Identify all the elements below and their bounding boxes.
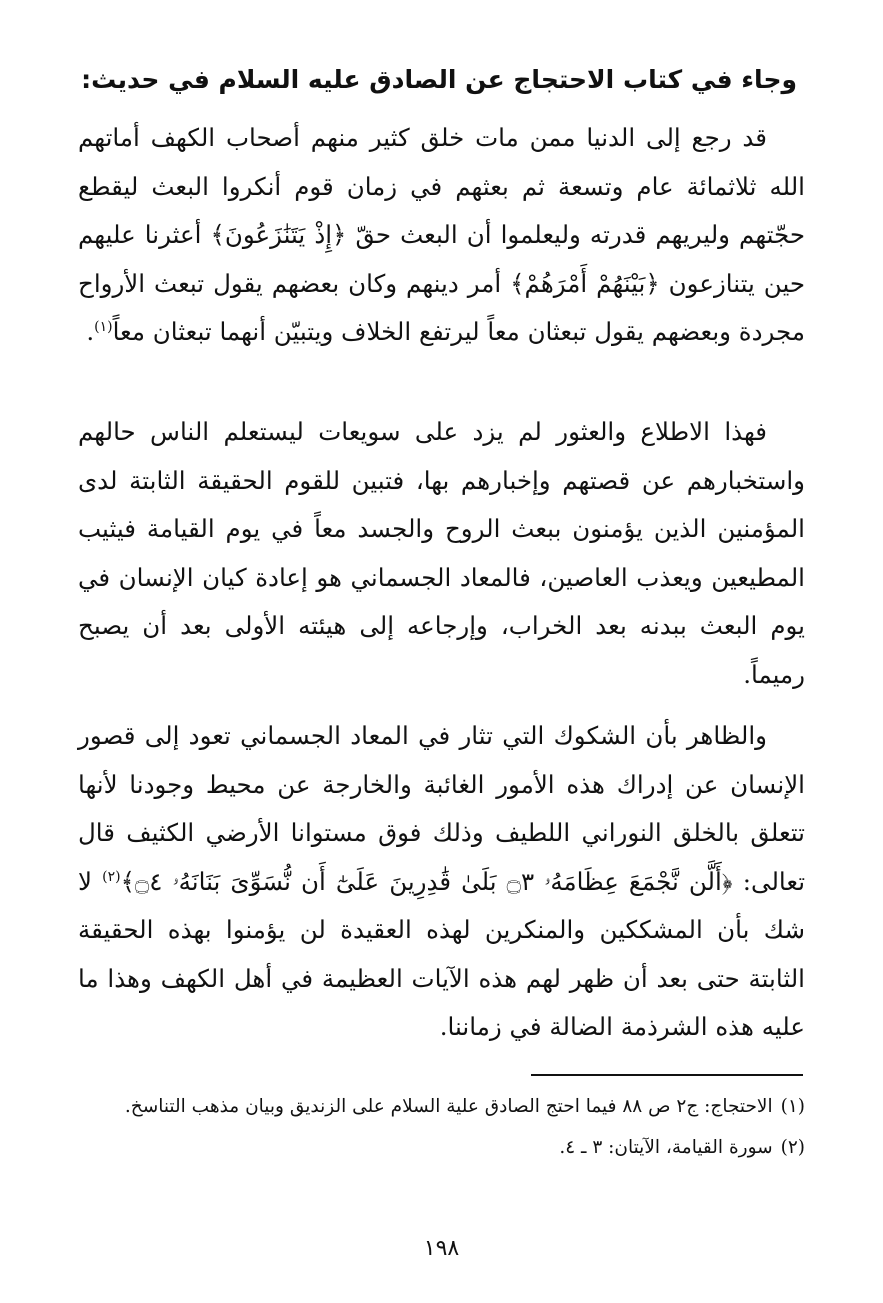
footnote-2-text: سورة القيامة، الآيتان: ٣ ـ ٤. <box>559 1137 773 1158</box>
footnote-divider <box>531 1074 803 1076</box>
paragraph-1-text-d: . <box>86 317 95 346</box>
footnote-ref-2: (٢) <box>102 868 121 885</box>
section-heading: وجاء في كتاب الاحتجاج عن الصادق عليه السلام في حديث: <box>81 65 797 94</box>
paragraph-2-text: فهذا الاطلاع والعثور لم يزد على سويعات ليستعلم الناس حالهم واستخبارهم عن قصتهم وإخبارهم بها، فتبين للقوم الحقيقة الثابتة لدى المؤمنين الذين يؤمنون ببعث الروح والجسد معاً في يوم القيامة فيثيب المطيعين ويعذب العاصين، فالمعاد الجسماني هو إعادة كيان الإنسان في يوم البعث ببدنه بعد الخراب، وإرجاعه إلى هيئته الأولى بعد أن يصبح رميماً. <box>78 417 805 689</box>
quran-quote-3: ﴿أَلَّن نَّجْمَعَ عِظَامَهُۥ ۝٣ بَلَىٰ قَٰدِرِينَ عَلَىٰٓ أَن نُّسَوِّىَ بَنَانَهُۥ ۝٤﴾ <box>120 866 733 896</box>
paragraph-3 <box>78 712 805 1052</box>
paragraph-1-text-b: أعثرنا عليهم حين يتنازعون <box>78 220 805 298</box>
paragraph-1-text-a: قد رجع إلى الدنيا ممن مات خلق كثير منهم أصحاب الكهف أماتهم الله ثلاثمائة عام وتسعة ثم بعثهم في زمان قوم أنكروا البعث ليقطع حجّتهم وليريهم قدرته وليعلموا أن البعث حقّ <box>78 123 806 249</box>
footnote-1-number: (١) <box>780 1096 805 1117</box>
quran-quote-2: ﴿بَيْنَهُمْ أَمْرَهُمْ﴾ <box>510 268 660 298</box>
paragraph-1 <box>78 114 805 357</box>
quran-quote-1: ﴿إِذْ يَتَنَٰزَعُونَ﴾ <box>210 220 347 249</box>
footnote-2 <box>78 1131 805 1164</box>
page-number: ١٩٨ <box>423 1236 460 1261</box>
paragraph-3-text-a: والظاهر بأن الشكوك التي تثار في المعاد الجسماني تعود إلى قصور الإنسان عن إدراك هذه الأمور الغائبة والخارجة عن محيط وجودنا لأنها تتعلق بالخلق النوراني اللطيف وذلك فوق مستوانا الأرضي الكثيف قال تعالى: <box>78 721 806 896</box>
paragraph-2 <box>78 408 805 699</box>
paragraph-3-text-b: لا شك بأن المشككين والمنكرين لهذه العقيدة لن يؤمنوا بهذه الحقيقة الثابتة حتى بعد أن ظهر لهم هذه الآيات العظيمة في أهل الكهف وهذا ما عليه هذه الشرذمة الضالة في زماننا. <box>78 866 805 1041</box>
footnote-1 <box>78 1090 805 1123</box>
paragraph-1-text-c: أمر دينهم وكان بعضهم يقول تبعث الأرواح مجردة وبعضهم يقول تبعثان معاً ليرتفع الخلاف ويتبيّن أنهما تبعثان معاً <box>78 268 805 346</box>
footnote-ref-1: (١) <box>94 318 113 335</box>
footnote-1-text: الاحتجاج: ج٢ ص ٨٨ فيما احتج الصادق علية السلام على الزنديق وبيان مذهب التناسخ. <box>124 1096 773 1117</box>
footnote-2-number: (٢) <box>780 1137 805 1158</box>
footnotes <box>78 1090 805 1172</box>
